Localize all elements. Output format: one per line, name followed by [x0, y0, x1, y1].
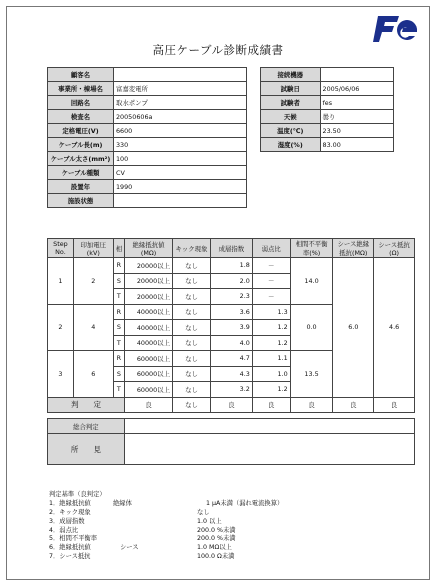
- decay-cell: 3.2: [210, 382, 252, 398]
- decay-cell: 2.0: [210, 273, 252, 289]
- info-value: [113, 194, 246, 208]
- decay-cell: 2.3: [210, 289, 252, 305]
- kick-cell: なし: [172, 258, 210, 274]
- info-row: [48, 124, 247, 138]
- info-value: 取水ポンプ: [113, 96, 246, 110]
- info-row: [48, 166, 247, 180]
- criteria-name: 2．キック現象: [49, 508, 91, 516]
- customer-info-table: [47, 67, 247, 208]
- criteria-value: 200.0 %未満: [197, 535, 236, 543]
- judgement-cell: なし: [172, 397, 210, 412]
- info-label: 回路名: [48, 96, 114, 110]
- info-row: [48, 110, 247, 124]
- decay-cell: 3.6: [210, 304, 252, 320]
- info-label: ケーブル種類: [48, 166, 114, 180]
- info-value: 83.00: [320, 138, 393, 152]
- info-value: 2005/06/06: [320, 82, 393, 96]
- kick-cell: なし: [172, 335, 210, 351]
- info-label: 接続機器: [261, 68, 321, 82]
- info-label: 定格電圧(V): [48, 124, 114, 138]
- decay-cell: 4.7: [210, 351, 252, 367]
- header-phase: 相: [113, 239, 124, 258]
- applied-voltage: 6: [73, 351, 113, 398]
- header-insulation: 絶縁抵抗値 (MΩ): [125, 239, 173, 258]
- info-row: [261, 110, 394, 124]
- summary-table: [47, 418, 415, 465]
- criteria-name: 1．絶縁抵抗値: [49, 499, 91, 507]
- info-label: 顧客名: [48, 68, 114, 82]
- info-value: 100: [113, 152, 246, 166]
- info-label: 設置年: [48, 180, 114, 194]
- decay-cell: 1.8: [210, 258, 252, 274]
- phase-cell: T: [113, 289, 124, 305]
- weak-point-cell: 1.0: [252, 366, 290, 382]
- phase-cell: S: [113, 366, 124, 382]
- info-row: [48, 68, 247, 82]
- phase-cell: S: [113, 273, 124, 289]
- info-label: 試験者: [261, 96, 321, 110]
- info-row: [261, 138, 394, 152]
- decay-cell: 4.0: [210, 335, 252, 351]
- phase-cell: T: [113, 335, 124, 351]
- criteria-name: 7．シース抵抗: [49, 553, 91, 561]
- info-row: [48, 96, 247, 110]
- header-sheath-resistance: シース抵抗 (Ω): [374, 239, 415, 258]
- phase-cell: S: [113, 320, 124, 336]
- header-step: Step No.: [48, 239, 74, 258]
- info-label: ケーブル太さ(mm²): [48, 152, 114, 166]
- kick-cell: なし: [172, 366, 210, 382]
- applied-voltage: 2: [73, 258, 113, 305]
- info-value: fes: [320, 96, 393, 110]
- header-weak: 弱点比: [252, 239, 290, 258]
- weak-point-cell: 1.2: [252, 382, 290, 398]
- overall-value: [124, 419, 414, 434]
- info-value: 330: [113, 138, 246, 152]
- weak-point-cell: 1.1: [252, 351, 290, 367]
- info-row: [48, 152, 247, 166]
- info-label: 試験日: [261, 82, 321, 96]
- header-decay: 成層指数: [210, 239, 252, 258]
- header-voltage: 印加電圧 (kV): [73, 239, 113, 258]
- info-label: ケーブル長(m): [48, 138, 114, 152]
- criteria-name: 3．成層指数: [49, 517, 85, 525]
- applied-voltage: 4: [73, 304, 113, 351]
- weak-point-cell: －: [252, 289, 290, 305]
- info-label: 事業所・棟場名: [48, 82, 114, 96]
- criteria-name: 5．相間不平衡率: [49, 535, 98, 543]
- kick-cell: なし: [172, 289, 210, 305]
- insulation-cell: 60000以上: [125, 366, 173, 382]
- insulation-cell: 60000以上: [125, 351, 173, 367]
- weak-point-cell: 1.3: [252, 304, 290, 320]
- report-title: 高圧ケーブル診断成績書: [152, 43, 284, 57]
- kick-cell: なし: [172, 320, 210, 336]
- criteria-heading: 判定基準（良判定）: [49, 491, 106, 498]
- phase-cell: R: [113, 351, 124, 367]
- kick-cell: なし: [172, 382, 210, 398]
- insulation-cell: 40000以上: [125, 320, 173, 336]
- info-row: [48, 82, 247, 96]
- weak-point-cell: －: [252, 273, 290, 289]
- info-value: 23.50: [320, 124, 393, 138]
- insulation-cell: 20000以上: [125, 289, 173, 305]
- header-kick: キック現象: [172, 239, 210, 258]
- test-results-table: [47, 238, 415, 413]
- criteria-name: 6．絶縁抵抗値: [49, 544, 91, 552]
- info-value: 20050606a: [113, 110, 246, 124]
- insulation-cell: 40000以上: [125, 304, 173, 320]
- decay-cell: 4.3: [210, 366, 252, 382]
- phase-cell: R: [113, 304, 124, 320]
- decay-cell: 3.9: [210, 320, 252, 336]
- info-value: [113, 68, 246, 82]
- criteria-value: なし: [197, 508, 210, 516]
- criteria-value: 1.0 以上: [197, 517, 222, 525]
- info-row: [261, 82, 394, 96]
- remarks-label: 所 見: [48, 434, 125, 465]
- remarks-value: [124, 434, 414, 465]
- info-row: [48, 194, 247, 208]
- table-row: [48, 258, 415, 274]
- weak-point-cell: 1.2: [252, 335, 290, 351]
- info-value: [320, 68, 393, 82]
- info-row: [48, 138, 247, 152]
- criteria-sub: シース: [120, 544, 139, 552]
- judgement-cell: 良: [210, 397, 252, 412]
- info-value: 1990: [113, 180, 246, 194]
- info-row: [48, 180, 247, 194]
- imbalance-cell: 14.0: [290, 258, 333, 305]
- info-label: 検査名: [48, 110, 114, 124]
- info-label: 天候: [261, 110, 321, 124]
- criteria-value: 100.0 Ω未満: [197, 553, 235, 561]
- weak-point-cell: 1.2: [252, 320, 290, 336]
- judgement-row: [48, 397, 415, 412]
- sheath-resistance-cell: 4.6: [374, 258, 415, 398]
- overall-label: 総合判定: [48, 419, 125, 434]
- criteria-name: 4．弱点比: [49, 526, 79, 534]
- test-info-table: [260, 67, 394, 152]
- kick-cell: なし: [172, 273, 210, 289]
- info-value: 曇り: [320, 110, 393, 124]
- info-value: 6600: [113, 124, 246, 138]
- imbalance-cell: 13.5: [290, 351, 333, 398]
- judgement-label: 判 定: [48, 397, 125, 412]
- kick-cell: なし: [172, 304, 210, 320]
- phase-cell: R: [113, 258, 124, 274]
- info-row: [261, 96, 394, 110]
- info-value: CV: [113, 166, 246, 180]
- info-label: 施設状態: [48, 194, 114, 208]
- fuji-logo: [373, 14, 419, 44]
- info-label: 温度(℃): [261, 124, 321, 138]
- step-number: 1: [48, 258, 74, 305]
- insulation-cell: 60000以上: [125, 382, 173, 398]
- sheath-insulation-cell: 6.0: [333, 258, 374, 398]
- criteria-value: 1.0 MΩ以上: [197, 544, 232, 552]
- judgement-cell: 良: [125, 397, 173, 412]
- header-imbalance: 相間不平衡 率(%): [290, 239, 333, 258]
- judgement-cell: 良: [252, 397, 290, 412]
- step-number: 2: [48, 304, 74, 351]
- judgement-cell: 良: [290, 397, 333, 412]
- weak-point-cell: －: [252, 258, 290, 274]
- judgement-cell: 良: [333, 397, 374, 412]
- criteria-value: 200.0 %未満: [197, 526, 236, 534]
- judgement-cell: 良: [374, 397, 415, 412]
- insulation-cell: 20000以上: [125, 273, 173, 289]
- header-sheath-insulation: シース絶縁 抵抗(MΩ): [333, 239, 374, 258]
- info-row: [261, 68, 394, 82]
- insulation-cell: 40000以上: [125, 335, 173, 351]
- insulation-cell: 20000以上: [125, 258, 173, 274]
- phase-cell: T: [113, 382, 124, 398]
- info-label: 湿度(%): [261, 138, 321, 152]
- imbalance-cell: 0.0: [290, 304, 333, 351]
- info-row: [261, 124, 394, 138]
- criteria-value: 1 μA未満（漏れ電流換算）: [206, 499, 284, 507]
- info-value: 富嘉変電所: [113, 82, 246, 96]
- step-number: 3: [48, 351, 74, 398]
- criteria-sub: 絶縁体: [113, 499, 132, 507]
- kick-cell: なし: [172, 351, 210, 367]
